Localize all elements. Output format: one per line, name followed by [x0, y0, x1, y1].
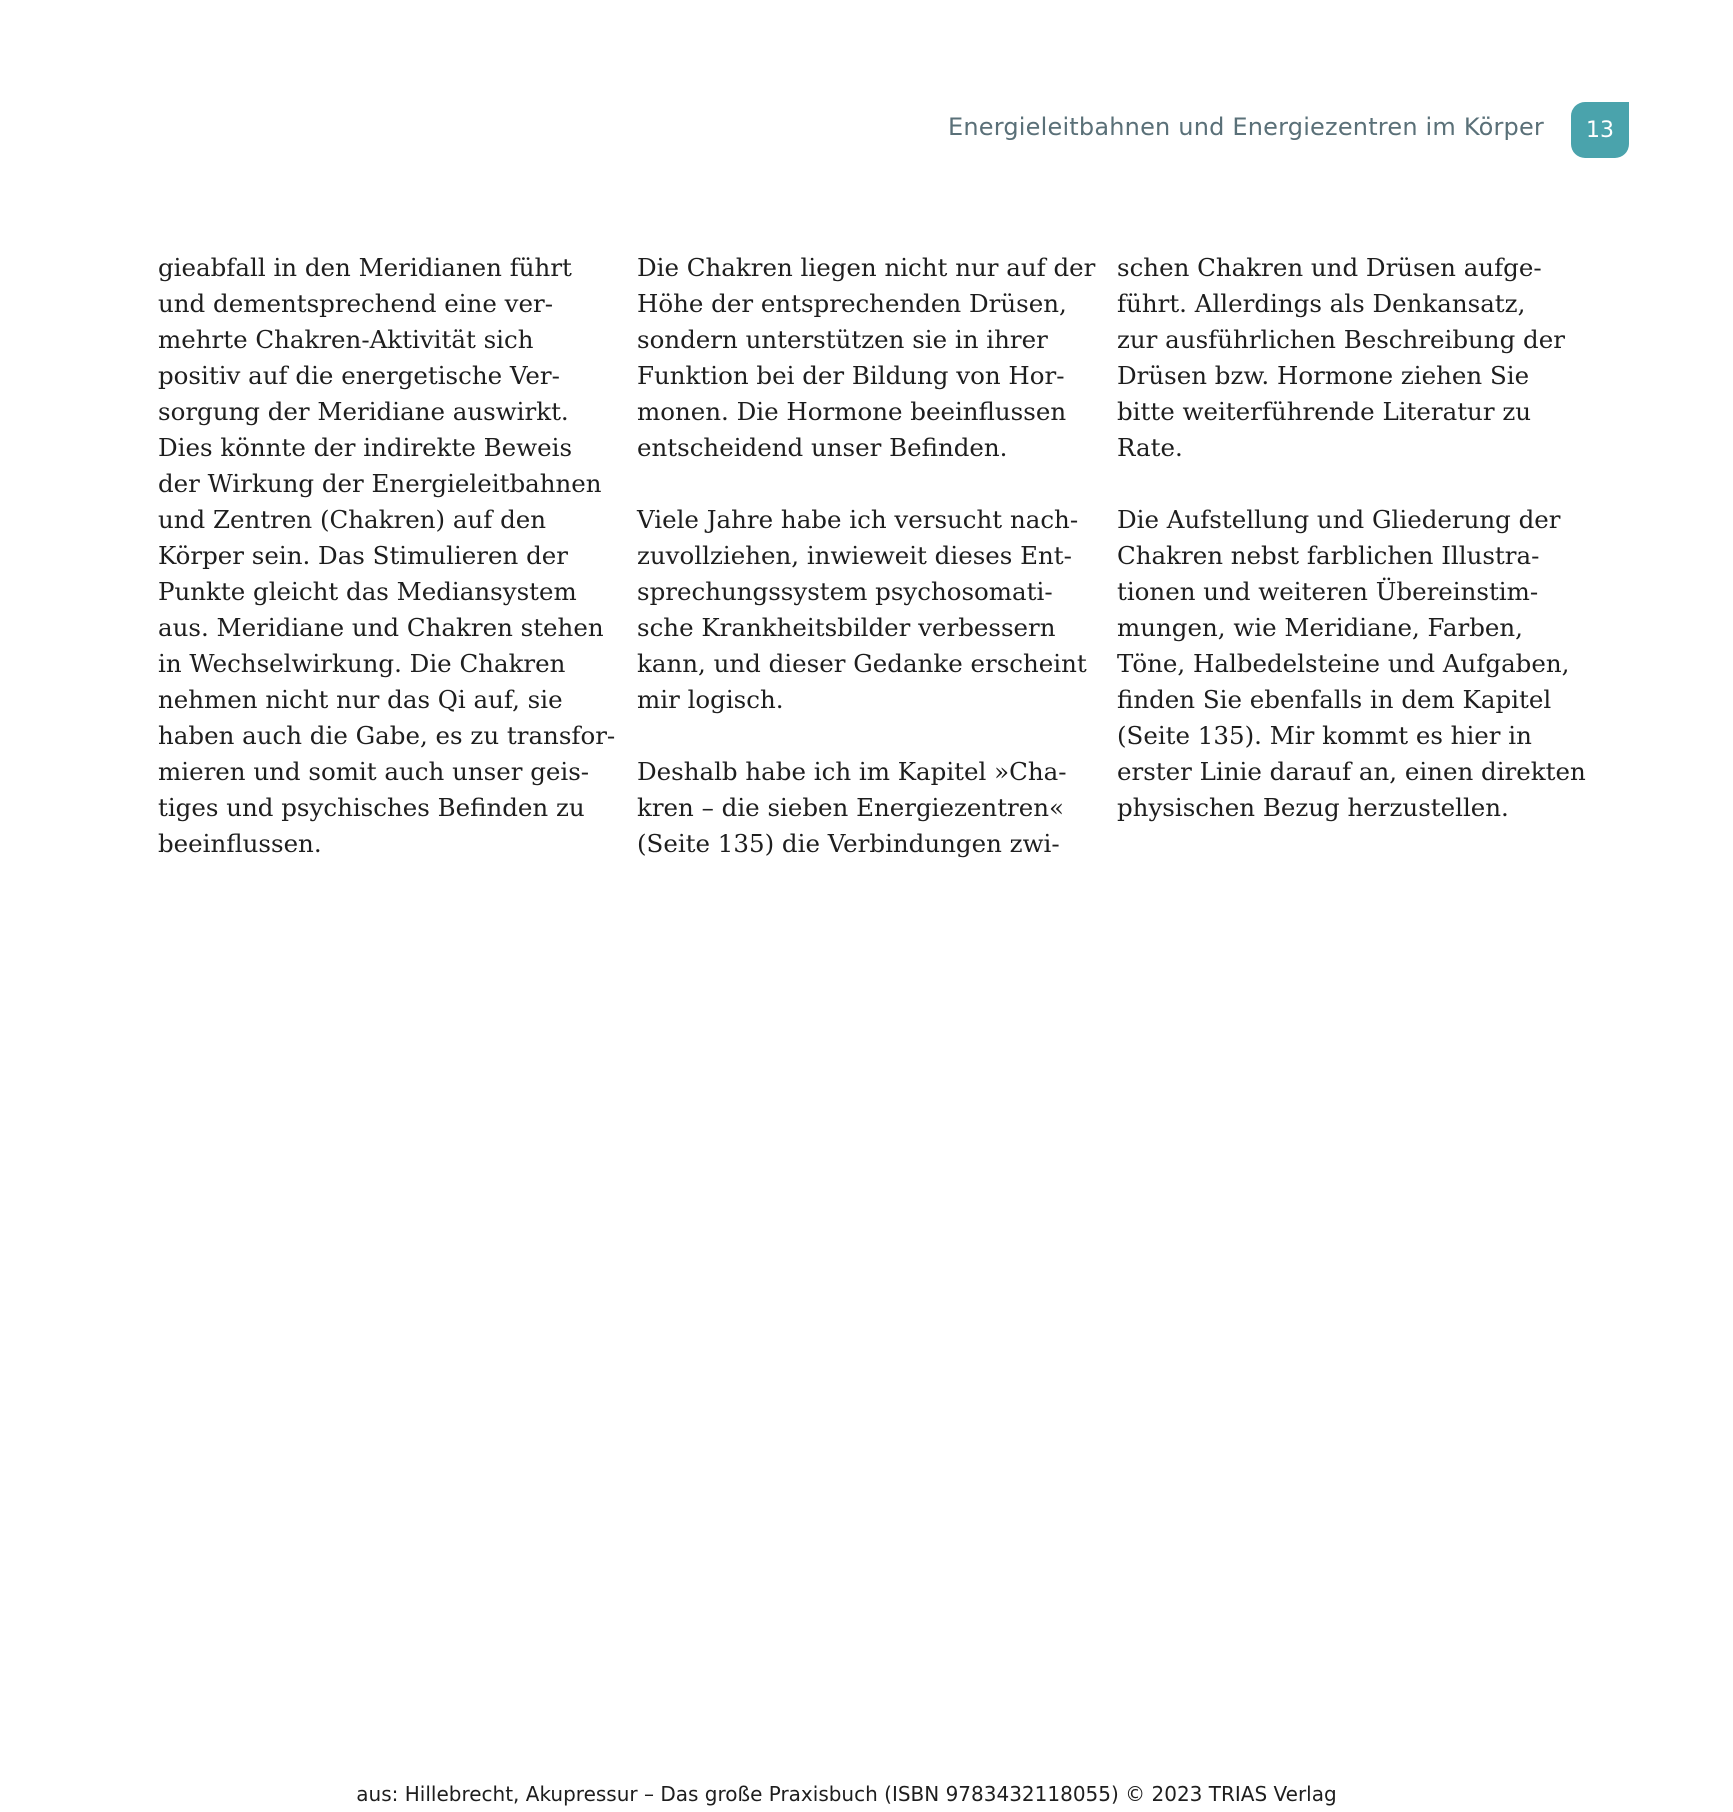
text-line: kren – die sieben Energiezentren« [637, 793, 1065, 822]
text-line: Punkte gleicht das Mediansystem [158, 577, 577, 606]
text-line: haben auch die Gabe, es zu transfor- [158, 721, 616, 750]
text-column-2 [637, 250, 1096, 862]
text-line: Körper sein. Das Stimulieren der [158, 541, 568, 570]
text-line: Chakren nebst farblichen Illustra- [1117, 541, 1540, 570]
text-line: mungen, wie Meridiane, Farben, [1117, 613, 1523, 642]
text-line: beeinflussen. [158, 829, 322, 858]
text-line: der Wirkung der Energieleitbahnen [158, 469, 602, 498]
text-line: Die Aufstellung und Gliederung der [1117, 505, 1561, 534]
paragraph-gap [1117, 466, 1557, 502]
text-line: zuvollziehen, inwieweit dieses Ent- [637, 541, 1072, 570]
text-line: tionen und weiteren Übereinstim- [1117, 577, 1539, 606]
text-line: schen Chakren und Drüsen aufge- [1117, 253, 1542, 282]
text-line: Rate. [1117, 433, 1183, 462]
text-line: mieren und somit auch unser geis- [158, 757, 590, 786]
text-line: und Zentren (Chakren) auf den [158, 505, 547, 534]
text-line: Dies könnte der indirekte Beweis [158, 433, 573, 462]
text-line: Drüsen bzw. Hormone ziehen Sie [1117, 361, 1530, 390]
paragraph-gap [637, 718, 1077, 754]
text-line: kann, und dieser Gedanke erscheint [637, 649, 1087, 678]
text-line: bitte weiterführende Literatur zu [1117, 397, 1532, 426]
text-line: (Seite 135) die Verbindungen zwi- [637, 829, 1060, 858]
text-line: gieabfall in den Meridianen führt [158, 253, 572, 282]
text-line: positiv auf die energetische Ver- [158, 361, 560, 390]
text-line: sorgung der Meridiane auswirkt. [158, 397, 569, 426]
text-line: aus. Meridiane und Chakren stehen [158, 613, 604, 642]
text-line: in Wechselwirkung. Die Chakren [158, 649, 566, 678]
text-column-1 [158, 250, 616, 862]
text-line: Die Chakren liegen nicht nur auf der [637, 253, 1096, 282]
text-line: finden Sie ebenfalls in dem Kapitel [1117, 685, 1552, 714]
text-line: und dementsprechend eine ver- [158, 289, 554, 318]
text-line: mehrte Chakren-Aktivität sich [158, 325, 534, 354]
text-line: erster Linie darauf an, einen direkten [1117, 757, 1586, 786]
text-line: monen. Die Hormone beeinflussen [637, 397, 1067, 426]
text-line: entscheidend unser Befinden. [637, 433, 1008, 462]
text-line: Viele Jahre habe ich versucht nach- [637, 505, 1079, 534]
text-line: (Seite 135). Mir kommt es hier in [1117, 721, 1532, 750]
text-line: führt. Allerdings als Denkansatz, [1117, 289, 1526, 318]
running-head: Energieleitbahnen und Energiezentren im Körper [947, 113, 1544, 141]
text-line: zur ausführlichen Beschreibung der [1117, 325, 1565, 354]
text-line: sondern unterstützen sie in ihrer [637, 325, 1048, 354]
text-line: sprechungssystem psychosomati- [637, 577, 1053, 606]
text-line: tiges und psychisches Befinden zu [158, 793, 585, 822]
text-line: mir logisch. [637, 685, 784, 714]
source-footer: aus: Hillebrecht, Akupressur – Das große Praxisbuch (ISBN 9783432118055) © 2023 TRIAS Verlag [356, 1782, 1337, 1806]
text-line: sche Krankheitsbilder verbessern [637, 613, 1056, 642]
paragraph-gap [637, 466, 1077, 502]
text-line: nehmen nicht nur das Qi auf, sie [158, 685, 563, 714]
text-line: Töne, Halbedelsteine und Aufgaben, [1117, 649, 1570, 678]
page-number-tab: 13 [1571, 102, 1629, 158]
text-line: Deshalb habe ich im Kapitel »Cha- [637, 757, 1067, 786]
text-column-3 [1117, 250, 1586, 826]
text-line: Funktion bei der Bildung von Hor- [637, 361, 1065, 390]
text-line: physischen Bezug herzustellen. [1117, 793, 1509, 822]
text-line: Höhe der entsprechenden Drüsen, [637, 289, 1067, 318]
